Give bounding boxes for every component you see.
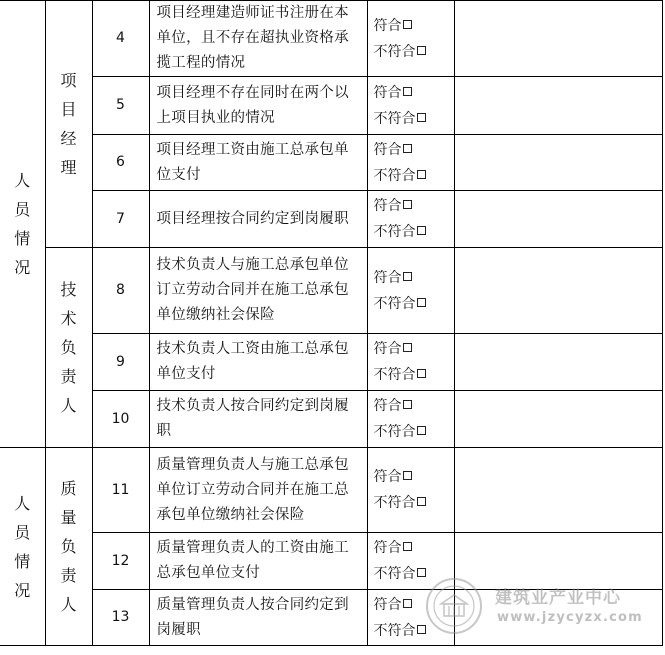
checkbox-icon[interactable] (417, 226, 426, 235)
row-number: 6 (92, 135, 149, 191)
table-row (0, 334, 662, 391)
row-number: 8 (92, 248, 149, 334)
notes-cell[interactable] (454, 191, 662, 248)
option-no[interactable]: 不符合 (374, 561, 454, 587)
checkbox-icon[interactable] (403, 471, 412, 480)
option-yes[interactable]: 符合 (374, 80, 454, 106)
checkbox-icon[interactable] (417, 568, 426, 577)
check-item: 技术负责人与施工总承包单位订立劳动合同并在施工总承包单位缴纳社会保险 (149, 248, 367, 334)
table-row (0, 1, 662, 77)
check-item: 项目经理工资由施工总承包单位支付 (149, 135, 367, 191)
checkbox-icon[interactable] (403, 20, 412, 29)
role-cell (45, 248, 92, 448)
option-no[interactable]: 不符合 (374, 618, 454, 644)
checkbox-icon[interactable] (417, 113, 426, 122)
table-row (0, 77, 662, 135)
option-yes[interactable]: 符合 (374, 265, 454, 291)
check-options (367, 391, 454, 448)
row-number: 12 (92, 533, 149, 590)
check-options (367, 77, 454, 135)
option-no[interactable]: 不符合 (374, 490, 454, 516)
checkbox-icon[interactable] (403, 144, 412, 153)
check-options (367, 448, 454, 533)
table-row (0, 248, 662, 334)
role-cell (45, 1, 92, 248)
option-yes[interactable]: 符合 (374, 193, 454, 219)
category-label: 人员情况 (14, 171, 31, 277)
check-options (367, 248, 454, 334)
row-number: 13 (92, 590, 149, 646)
checkbox-icon[interactable] (417, 298, 426, 307)
check-options (367, 135, 454, 191)
option-no[interactable]: 不符合 (374, 219, 454, 245)
check-options (367, 191, 454, 248)
option-no[interactable]: 不符合 (374, 419, 454, 445)
role-cell (45, 448, 92, 646)
checkbox-icon[interactable] (417, 426, 426, 435)
checkbox-icon[interactable] (403, 272, 412, 281)
check-item: 技术负责人按合同约定到岗履职 (149, 391, 367, 448)
checkbox-icon[interactable] (403, 400, 412, 409)
checkbox-icon[interactable] (403, 542, 412, 551)
watermark (425, 577, 655, 637)
category-cell (0, 1, 45, 448)
checkbox-icon[interactable] (417, 170, 426, 179)
table-row (0, 391, 662, 448)
check-options (367, 1, 454, 77)
row-number: 5 (92, 77, 149, 135)
option-yes[interactable]: 符合 (374, 592, 454, 618)
checkbox-icon[interactable] (417, 497, 426, 506)
category-cell (0, 448, 45, 646)
check-item: 技术负责人工资由施工总承包单位支付 (149, 334, 367, 391)
checkbox-icon[interactable] (403, 87, 412, 96)
option-yes[interactable]: 符合 (374, 137, 454, 163)
watermark-name: 建筑业产业中心 (495, 588, 621, 608)
notes-cell[interactable] (454, 448, 662, 533)
option-yes[interactable]: 符合 (374, 535, 454, 561)
check-item: 质量管理负责人按合同约定到岗履职 (149, 590, 367, 646)
notes-cell[interactable] (454, 135, 662, 191)
notes-cell[interactable] (454, 248, 662, 334)
checkbox-icon[interactable] (417, 369, 426, 378)
table-row (0, 448, 662, 533)
seal-logo-icon (425, 577, 483, 635)
checkbox-icon[interactable] (403, 343, 412, 352)
checkbox-icon[interactable] (417, 46, 426, 55)
table-row (0, 135, 662, 191)
row-number: 10 (92, 391, 149, 448)
row-number: 9 (92, 334, 149, 391)
role-label: 质量负责人 (60, 479, 77, 614)
notes-cell[interactable] (454, 1, 662, 77)
check-item: 项目经理按合同约定到岗履职 (149, 191, 367, 248)
option-no[interactable]: 不符合 (374, 291, 454, 317)
option-no[interactable]: 不符合 (374, 39, 454, 65)
row-number: 7 (92, 191, 149, 248)
check-item: 质量管理负责人的工资由施工总承包单位支付 (149, 533, 367, 590)
table-row (0, 191, 662, 248)
check-item: 质量管理负责人与施工总承包单位订立劳动合同并在施工总承包单位缴纳社会保险 (149, 448, 367, 533)
notes-cell[interactable] (454, 77, 662, 135)
checkbox-icon[interactable] (403, 599, 412, 608)
category-label: 人员情况 (14, 493, 31, 600)
notes-cell[interactable] (454, 334, 662, 391)
role-label: 项目经理 (60, 71, 77, 177)
option-yes[interactable]: 符合 (374, 336, 454, 362)
role-label: 技术负责人 (60, 280, 77, 415)
option-yes[interactable]: 符合 (374, 13, 454, 39)
option-yes[interactable]: 符合 (374, 464, 454, 490)
option-no[interactable]: 不符合 (374, 106, 454, 132)
option-no[interactable]: 不符合 (374, 362, 454, 388)
row-number: 4 (92, 1, 149, 77)
option-yes[interactable]: 符合 (374, 393, 454, 419)
row-number: 11 (92, 448, 149, 533)
option-no[interactable]: 不符合 (374, 163, 454, 189)
check-item: 项目经理不存在同时在两个以上项目执业的情况 (149, 77, 367, 135)
watermark-url: www.jzycyzx.com (497, 610, 643, 625)
notes-cell[interactable] (454, 391, 662, 448)
checkbox-icon[interactable] (403, 200, 412, 209)
check-item: 项目经理建造师证书注册在本单位，且不存在超执业资格承揽工程的情况 (149, 1, 367, 77)
check-options (367, 334, 454, 391)
